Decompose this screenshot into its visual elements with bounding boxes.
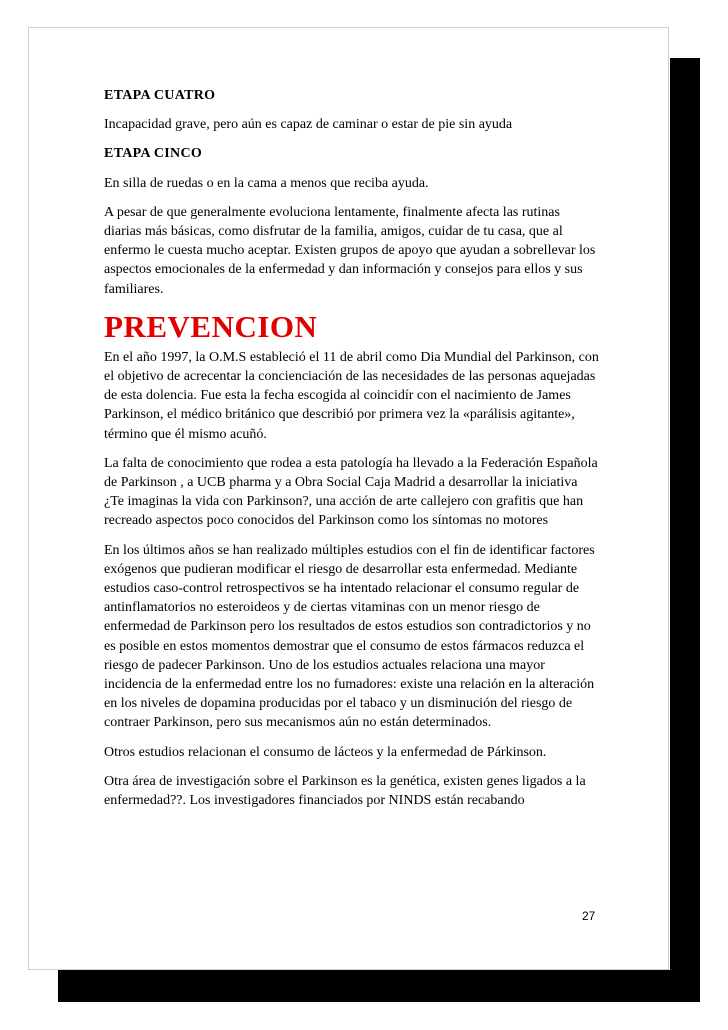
page-shadow-right [670, 58, 700, 972]
stage-five-text: En silla de ruedas o en la cama a menos que reciba ayuda. [104, 175, 429, 191]
page-number: 27 [582, 909, 596, 923]
paragraph-estudios: En los últimos años se han realizado múltiples estudios con el fin de identificar factores exógenos que pudieran modificar el riesgo de desarrollar esta enfermedad. Mediante estudios caso-control retrospectivos se ha intentado relacionar el consumo regular de antinflamatorios no esteroideos y de ciertas vitaminas con un menor riesgo de enfermedad de Parkinson pero los resultados de estos estudios son contradictorios y no es posible en estos momentos demostrar que el consumo de estos fármacos reduzca el riesgo de padecer Parkinson. Uno de los estudios actuales relaciona una mayor incidencia de la enfermedad entre los no fumadores: existe una relación en la alteración en los niveles de dopamina producidas por el tabaco y un disminución del riesgo de contraer Parkinson, pero sus mecanismos aún no están determinados. [104, 542, 595, 731]
section-title-prevencion: PREVENCION [104, 308, 318, 344]
paragraph-oms: En el año 1997, la O.M.S estableció el 11 de abril como Dia Mundial del Parkinson, con el objetivo de acrecentar la concienciación de las necesidades de las personas aquejadas de esta dolencia. Fue esta la fecha escogida al coincidír con el nacimiento de James Parkinson, el médico británico que describió por primera vez la «parálisis agitante», término que él mismo acuñó. [104, 349, 599, 442]
stage-five-heading: ETAPA CINCO [104, 146, 203, 162]
page-shadow-bottom [58, 970, 700, 1002]
document-page [28, 27, 669, 970]
stage-four-heading: ETAPA CUATRO [104, 88, 216, 103]
stage-four-text: Incapacidad grave, pero aún es capaz de caminar o estar de pie sin ayuda [104, 117, 513, 133]
page-content [104, 86, 599, 820]
paragraph-lacteos: Otros estudios relacionan el consumo de lácteos y la enfermedad de Párkinson. [104, 744, 547, 760]
paragraph-genetica: Otra área de investigación sobre el Parkinson es la genética, existen genes ligados a la enfermedad??. Los investigadores financiados por NINDS están recabando [104, 773, 586, 809]
paragraph-evolution: A pesar de que generalmente evoluciona lentamente, finalmente afecta las rutinas diarias más básicas, como disfrutar de la familia, amigos, cuidar de tu casa, que al enfermo le cuesta mucho aceptar. Existen grupos de apoyo que ayudan a sobrellevar los aspectos emocionales de la enfermedad y dan información y consejos para ellos y sus familiares. [104, 204, 596, 297]
paragraph-federacion: La falta de conocimiento que rodea a esta patología ha llevado a la Federación Española de Parkinson , a UCB pharma y a Obra Social Caja Madrid a desarrollar la iniciativa ¿Te imaginas la vida con Parkinson?, una acción de arte callejero con grafitis que han recreado aspectos poco conocidos del Parkinson como los síntomas no motores [104, 455, 598, 529]
